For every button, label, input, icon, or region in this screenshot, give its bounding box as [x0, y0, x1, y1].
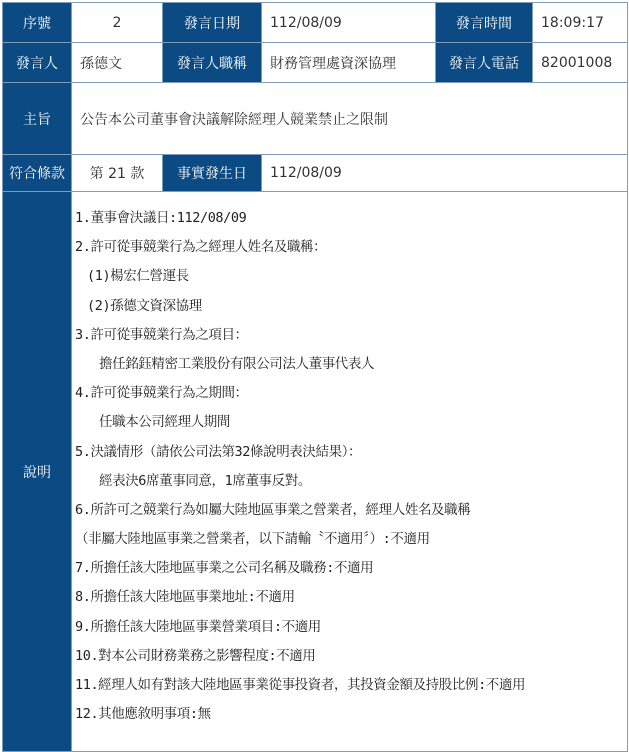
description-line: 經表決6席董事同意，1席董事反對。: [99, 472, 311, 489]
description-line: (1)楊宏仁營運長: [87, 268, 189, 285]
description-line: 7.所擔任該大陸地區事業之公司名稱及職務:不適用: [75, 560, 374, 577]
announcement-table: [2, 2, 628, 752]
row-speaker: [3, 43, 628, 83]
subject-label: 主旨: [3, 83, 72, 155]
description-line: 6.所許可之競業行為如屬大陸地區事業之營業者，經理人姓名及職稱: [75, 501, 471, 518]
announce-date-label: 發言日期: [163, 3, 262, 43]
speaker-label: 發言人: [3, 43, 72, 83]
description-line: （非屬大陸地區事業之營業者，以下請輸〝不適用〞）:不適用: [75, 531, 430, 548]
seq-value: 2: [72, 3, 163, 43]
subject-value: 公告本公司董事會決議解除經理人競業禁止之限制: [72, 83, 628, 155]
description-label: 說明: [3, 192, 72, 752]
speaker-title-label: 發言人職稱: [163, 43, 262, 83]
event-date-value: 112/08/09: [262, 155, 628, 192]
description-line: 11.經理人如有對該大陸地區事業從事投資者，其投資金額及持股比例:不適用: [75, 677, 526, 693]
announce-time-value: 18:09:17: [533, 3, 628, 43]
description-line: 12.其他應敘明事項:無: [75, 706, 211, 723]
event-date-label: 事實發生日: [163, 155, 262, 192]
description-line: 擔任銘鈺精密工業股份有限公司法人董事代表人: [99, 355, 375, 372]
description-line: 4.許可從事競業行為之期間：: [75, 385, 248, 402]
description-line: 9.所擔任該大陸地區事業營業項目:不適用: [75, 618, 321, 635]
description-line: 3.許可從事競業行為之項目：: [75, 326, 248, 343]
description-list: [72, 192, 627, 729]
description-line: 1.董事會決議日:112/08/09: [75, 210, 247, 226]
speaker-value: 孫德文: [72, 43, 163, 83]
announce-date-value: 112/08/09: [262, 3, 436, 43]
description-body: [72, 192, 628, 752]
description-line: 任職本公司經理人期間: [99, 414, 230, 431]
row-seq-date-time: [3, 3, 628, 43]
speaker-phone-value: 82001008: [533, 43, 628, 83]
clause-value: 第 21 款: [72, 155, 163, 192]
description-line: 5.決議情形（請依公司法第32條說明表決結果）：: [75, 443, 362, 460]
speaker-title-value: 財務管理處資深協理: [262, 43, 436, 83]
clause-label: 符合條款: [3, 155, 72, 192]
description-line: 10.對本公司財務業務之影響程度:不適用: [75, 647, 316, 664]
row-subject: [3, 83, 628, 155]
description-line: 8.所擔任該大陸地區事業地址:不適用: [75, 589, 295, 606]
seq-label: 序號: [3, 3, 72, 43]
announce-time-label: 發言時間: [436, 3, 533, 43]
speaker-phone-label: 發言人電話: [436, 43, 533, 83]
row-clause: [3, 155, 628, 192]
row-description: [3, 192, 628, 752]
description-line: 2.許可從事競業行為之經理人姓名及職稱：: [75, 239, 327, 256]
description-line: (2)孫德文資深協理: [87, 297, 202, 314]
